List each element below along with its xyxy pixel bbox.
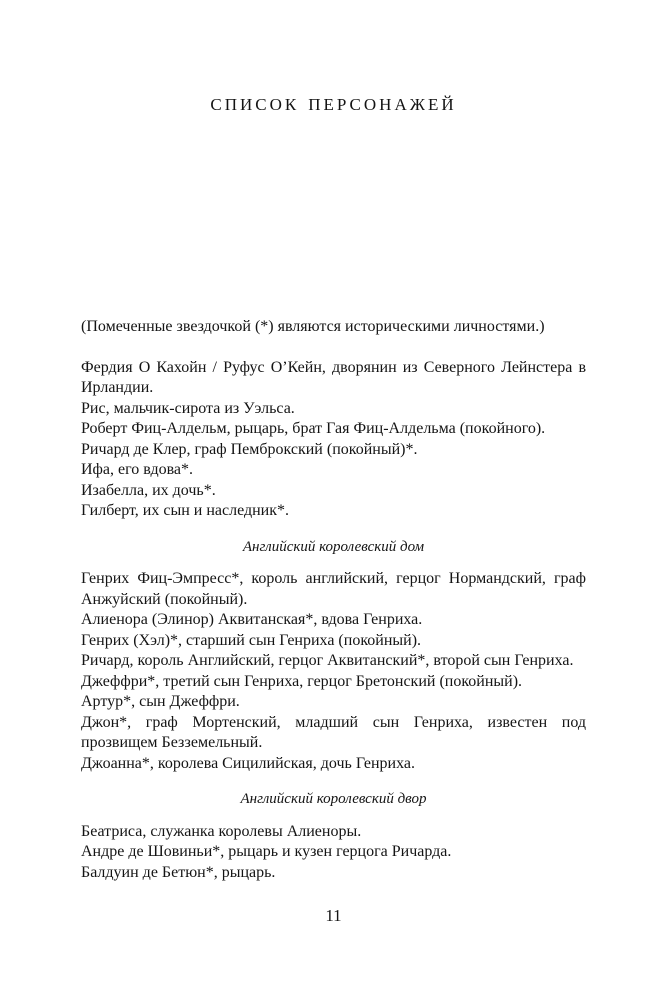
character-entry: Генрих (Хэл)*, старший сын Генриха (покойный). — [81, 631, 422, 649]
character-entry: Рис, мальчик-сирота из Уэльса. — [81, 399, 295, 417]
character-entry: Джон*, граф Мортенский, младший сын Генриха, известен под прозвищем Безземельный. — [81, 713, 586, 751]
character-entry: Роберт Фиц-Алдельм, рыцарь, брат Гая Фиц-Алдельма (покойного). — [81, 420, 546, 437]
character-entry: Ричард де Клер, граф Пемброкский (покойный)*. — [81, 440, 418, 458]
page-title: список персонажей — [210, 90, 457, 116]
group-general — [81, 358, 586, 522]
character-entry: Генрих Фиц-Эмпресс*, король английский, герцог Нормандский, граф Анжуйский (покойный). — [81, 570, 586, 608]
page-number: 11 — [325, 906, 342, 925]
group-royal-court — [81, 822, 586, 884]
character-entry: Балдуин де Бетюн*, рыцарь. — [81, 863, 276, 881]
character-entry: Гилберт, их сын и наследник*. — [81, 502, 290, 519]
historical-note: (Помеченные звездочкой (*) являются историческими личностями.) — [81, 318, 545, 335]
section-heading-royal-court: Английский королевский двор — [240, 791, 427, 807]
section-heading-royal-house: Английский королевский дом — [242, 538, 425, 555]
character-list — [81, 317, 586, 883]
character-entry: Джеффри*, третий сын Генриха, герцог Бретонский (покойный). — [81, 672, 523, 690]
character-entry: Андре де Шовиньи*, рыцарь и кузен герцога Ричарда. — [81, 843, 452, 860]
character-entry: Ифа, его вдова*. — [81, 461, 194, 478]
character-entry: Джоанна*, королева Сицилийская, дочь Генриха. — [81, 754, 415, 772]
character-entry: Изабелла, их дочь*. — [81, 481, 216, 499]
character-entry: Фердия О Кахойн / Руфус О’Кейн, дворянин из Северного Лейнстера в Ирландии. — [81, 358, 586, 396]
group-royal-house — [81, 569, 586, 774]
character-entry: Артур*, сын Джеффри. — [81, 693, 240, 710]
character-entry: Алиенора (Элинор) Аквитанская*, вдова Генриха. — [81, 611, 423, 628]
character-entry: Ричард, король Английский, герцог Аквитанский*, второй сын Генриха. — [81, 652, 574, 669]
character-entry: Беатриса, служанка королевы Алиеноры. — [81, 822, 362, 840]
